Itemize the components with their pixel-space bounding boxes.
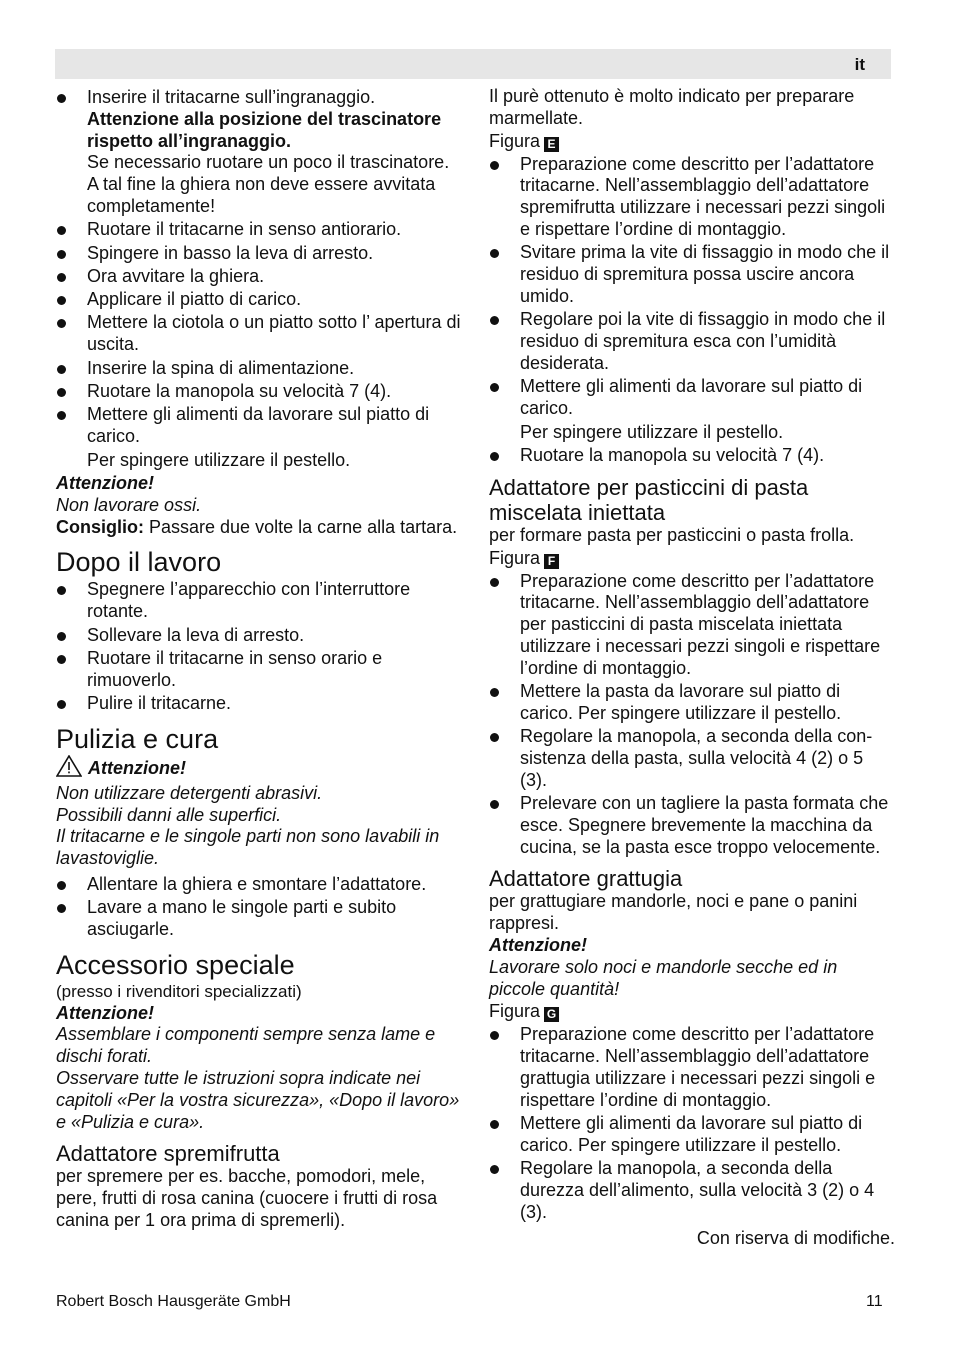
intro-paragraph: Il purè ottenuto è molto indicato per preparare marmellate.: [489, 86, 855, 128]
list-item: Allentare la ghiera e smontare l’adattatore.: [56, 874, 462, 896]
tip-paragraph: Consiglio: Passare due volte la carne alla tartara.: [56, 516, 458, 537]
list-item: Ruotare il tritacarne in senso antiorario.: [56, 219, 462, 241]
grater-steps-list: [489, 1024, 895, 1223]
figure-label-e: Figura E: [489, 130, 895, 153]
figure-letter-badge: G: [544, 1007, 559, 1022]
dopo-list: [56, 579, 462, 714]
figure-letter-badge: F: [544, 554, 559, 569]
list-item: Regolare la manopola, a seconda della con-sistenza della pasta, sulla velocità 4 (2) o 5 (3).: [489, 726, 895, 791]
list-item: Spegnere l’apparecchio con l’interruttore rotante.: [56, 579, 462, 623]
reserve-note: Con riserva di modifiche.: [696, 1227, 895, 1248]
list-item: Mettere gli alimenti da lavorare sul piatto di carico. Per spingere utilizzare il pestello.: [56, 404, 462, 471]
list-item: Inserire il tritacarne sull’ingranaggio. Attenzione alla posizione del trascinatore rispetto all’ingranaggio. Se necessario ruotare un poco il trascinatore. A tal fine la ghiera non deve essere avvitata completamente!: [56, 87, 462, 218]
attention-heading: Attenzione!: [56, 473, 154, 494]
pasticcini-description: per formare pasta per pasticcini o pasta frolla.: [489, 524, 855, 545]
left-column: [56, 86, 462, 1232]
pulizia-list: [56, 874, 462, 941]
figure-label-g: Figura G: [489, 1000, 895, 1023]
right-column: [489, 86, 895, 1249]
attention-text: Non lavorare ossi.: [56, 494, 202, 515]
list-item: Ruotare la manopola su velocità 7 (4).: [56, 381, 462, 403]
section-title-pulizia: Pulizia e cura: [56, 723, 219, 754]
figure-label-f: Figura F: [489, 547, 895, 570]
list-item: Mettere la pasta da lavorare sul piatto di carico. Per spingere utilizzare il pestello.: [489, 681, 895, 725]
list-item: Regolare poi la vite di fissaggio in modo che il residuo di spremitura esca con l’umidità desiderata.: [489, 309, 895, 374]
subsection-title-pasticcini: Adattatore per pasticcini di pasta miscelata iniettata: [489, 474, 809, 525]
warning-triangle-icon: [56, 755, 82, 783]
list-item: Mettere la ciotola o un piatto sotto l’ apertura di uscita.: [56, 312, 462, 356]
list-item: Mettere gli alimenti da lavorare sul piatto di carico. Per spingere utilizzare il pestello.: [489, 1113, 895, 1157]
list-item: Preparazione come descritto per l’adattatore tritacarne. Nell’assemblaggio dell’adattatore grattugia utilizzare i necessari pezzi singoli e rispettare l’ordine di montaggio.: [489, 1024, 895, 1111]
section-title-accessorio: Accessorio speciale: [56, 949, 295, 980]
attention-heading: Attenzione!: [489, 935, 587, 955]
language-code: it: [854, 55, 865, 74]
list-item: Sollevare la leva di arresto.: [56, 625, 462, 647]
list-item: Ruotare il tritacarne in senso orario e rimuoverlo.: [56, 648, 462, 692]
assembly-steps-list: [56, 87, 462, 472]
list-item: Applicare il piatto di carico.: [56, 289, 462, 311]
grattugia-description: per grattugiare mandorle, noci e pane o panini rappresi.: [489, 891, 858, 934]
list-item: Pulire il tritacarne.: [56, 693, 462, 715]
pastry-steps-list: [489, 571, 895, 859]
attention-heading: Attenzione!: [56, 1002, 154, 1023]
list-item: Lavare a mano le singole parti e subito asciugarle.: [56, 897, 462, 941]
footer-company: Robert Bosch Hausgeräte GmbH: [56, 1293, 291, 1310]
list-item: Regolare la manopola, a seconda della durezza dell’alimento, sulla velocità 3 (2) o 4 (3).: [489, 1158, 895, 1223]
subsection-title-spremi: Adattatore spremifrutta: [56, 1141, 280, 1167]
pulizia-warning: Attenzione!: [56, 755, 462, 783]
list-item: Ruotare la manopola su velocità 7 (4).: [489, 445, 895, 467]
subsection-title-grattugia: Adattatore grattugia: [489, 866, 683, 892]
juicer-steps-list: [489, 154, 895, 467]
attention-text: Osservare tutte le istruzioni sopra indicate nei capitoli «Per la vostra sicurezza», «Dopo il lavoro» e «Pulizia e cura».: [56, 1067, 460, 1132]
list-item: Ora avvitare la ghiera.: [56, 266, 462, 288]
page-number: 11: [866, 1293, 883, 1310]
list-item: Preparazione come descritto per l’adattatore tritacarne. Nell’assemblaggio dell’adattatore spremifrutta utilizzare i necessari pezzi singoli e rispettare l’ordine di montaggio.: [489, 154, 895, 241]
list-item: Spingere in basso la leva di arresto.: [56, 243, 462, 265]
list-item: Preparazione come descritto per l’adattatore tritacarne. Nell’assemblaggio dell’adattatore per pasticcini di pasta miscelata iniettata utilizzare i necessari pezzi singoli e rispettare l’ordine di montaggio.: [489, 571, 895, 680]
section-title-dopo: Dopo il lavoro: [56, 547, 222, 578]
spremi-description: per spremere per es. bacche, pomodori, mele, pere, frutti di rosa canina (cuocere i frutti di rosa canina per 1 ora prima di spremerli).: [56, 1166, 438, 1230]
warning-line: Il tritacarne e le singole parti non sono lavabili in lavastoviglie.: [56, 826, 440, 869]
warning-line: Non utilizzare detergenti abrasivi.: [56, 782, 323, 803]
attention-text: Assemblare i componenti sempre senza lame e dischi forati.: [56, 1024, 436, 1067]
list-item: Inserire la spina di alimentazione.: [56, 358, 462, 380]
accessorio-note: (presso i rivenditori specializzati): [56, 981, 302, 1001]
list-item: Mettere gli alimenti da lavorare sul piatto di carico. Per spingere utilizzare il pestello.: [489, 376, 895, 443]
list-item: Svitare prima la vite di fissaggio in modo che il residuo di spremitura possa uscire ancora umido.: [489, 242, 895, 307]
attention-text: Lavorare solo noci e mandorle secche ed in piccole quantità!: [489, 956, 838, 999]
warning-line: Possibili danni alle superfici.: [56, 804, 282, 825]
figure-letter-badge: E: [544, 137, 559, 152]
header-bar: [55, 49, 891, 79]
list-item: Prelevare con un tagliere la pasta formata che esce. Spegnere brevemente la macchina da cucina, se la pasta esce troppo velocemente.: [489, 793, 895, 858]
